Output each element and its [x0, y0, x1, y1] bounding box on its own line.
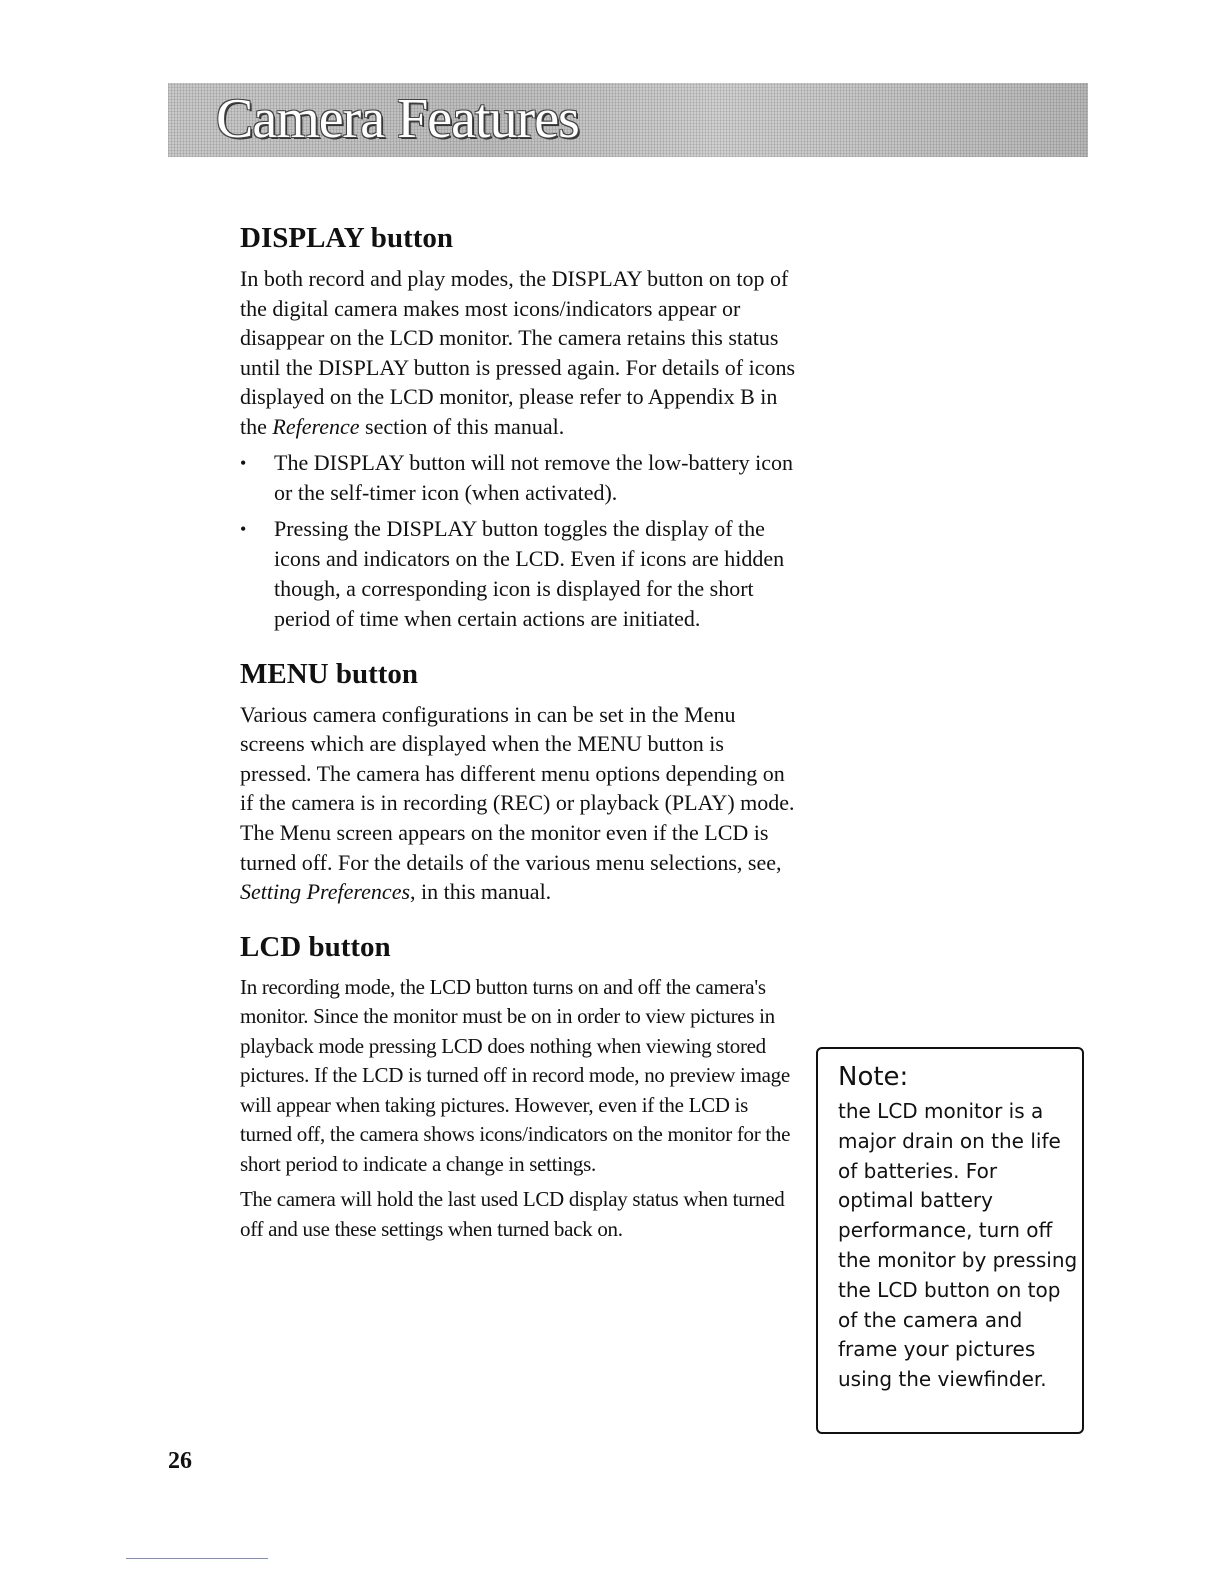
- main-content: [240, 220, 800, 1244]
- menu-button-section: [240, 656, 800, 907]
- setting-preferences-italic: Setting Preferences: [240, 879, 411, 905]
- list-item: • The DISPLAY button will not remove the low-battery icon or the self-timer icon (when activated).: [240, 448, 800, 508]
- menu-paragraph: [240, 700, 800, 907]
- lcd-button-section: [240, 929, 800, 1245]
- footer-divider: [126, 1558, 268, 1559]
- lcd-heading: LCD button: [240, 930, 391, 963]
- display-heading: DISPLAY button: [240, 222, 454, 254]
- menu-heading: MENU button: [240, 657, 419, 690]
- menu-paragraph-text: Various camera configurations in can be set in the Menu screens which are displayed when the MENU button is pressed. The camera has different menu options depending on if the camera is in recording (REC) or playback (PLAY) mode. The Menu screen appears on the monitor even if the LCD is turned off. For the details of the various menu selections, see,: [240, 701, 795, 875]
- display-button-section: [240, 220, 800, 634]
- display-bullets: [240, 448, 800, 634]
- banner-title: Camera Features: [216, 88, 579, 150]
- menu-paragraph-end: , in this manual.: [410, 879, 552, 905]
- section-banner: [168, 83, 1088, 157]
- reference-italic: Reference: [272, 413, 360, 439]
- display-paragraph-text: In both record and play modes, the DISPLAY button on top of the digital camera makes most icons/indicators appear or disappear on the LCD monitor. The camera retains this status until the DISPLAY button is pressed again. For details of icons displayed on the LCD monitor, please refer to Appendix B in the: [240, 266, 796, 439]
- display-paragraph-end: section of this manual.: [359, 413, 565, 439]
- display-paragraph: [240, 264, 800, 442]
- list-item: • Pressing the DISPLAY button toggles the display of the icons and indicators on the LCD. Even if icons are hidden though, a corresponding icon is displayed for the short period of time when certain actions are initiated.: [240, 514, 800, 634]
- note-box: [816, 1047, 1084, 1434]
- page-number: 26: [168, 1448, 192, 1474]
- lcd-paragraph-2: The camera will hold the last used LCD display status when turned off and use these settings when turned back on.: [240, 1187, 785, 1241]
- note-title: Note:: [838, 1062, 909, 1092]
- note-body: the LCD monitor is a major drain on the life of batteries. For optimal battery performance, turn off the monitor by pressing the LCD button on top of the camera and frame your pictures using the viewfinder.: [838, 1099, 1078, 1392]
- lcd-paragraph-1: In recording mode, the LCD button turns on and off the camera's monitor. Since the monitor must be on in order to view pictures in playback mode pressing LCD does nothing when viewing stored pictures. If the LCD is turned off in record mode, no preview image will appear when taking pictures. However, even if the LCD is turned off, the camera shows icons/indicators on the monitor for the short period to indicate a change in settings.: [240, 974, 791, 1176]
